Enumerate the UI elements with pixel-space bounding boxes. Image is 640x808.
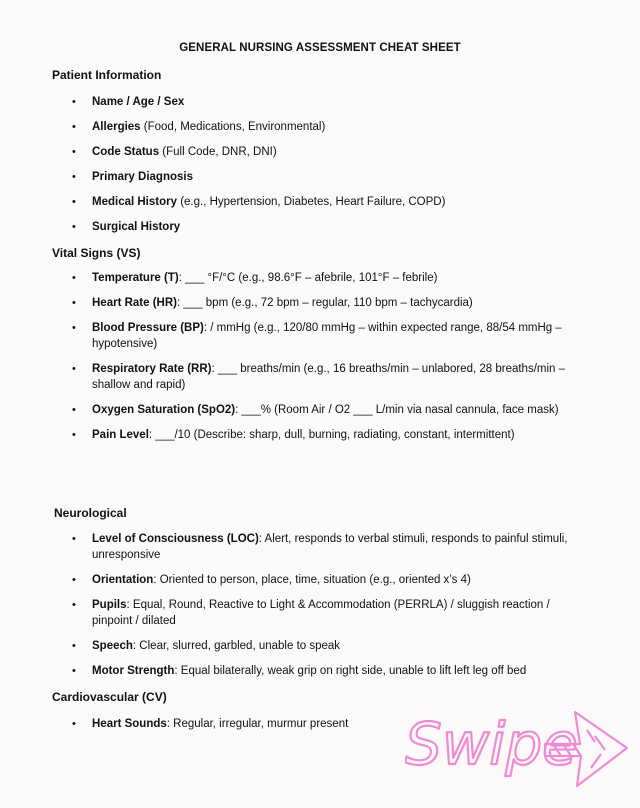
list-item [0,94,640,110]
heading-patient-information: Patient Information [52,68,162,82]
list-item [0,144,640,160]
item-text: (Food, Medications, Environmental) [140,121,326,133]
item-text: : Equal bilaterally, weak grip on right side, unable to lift left leg off bed [174,665,527,677]
item-label: Heart Rate (HR) [92,297,177,309]
item-text: : Equal, Round, Reactive to Light & Accommodation (PERRLA) / sluggish reaction / pinpoint / dilated [92,599,550,627]
list-item [0,427,640,443]
bullet-icon: • [72,146,76,158]
list-item [0,295,640,311]
bullet-icon: • [72,533,76,545]
list-item [0,169,640,185]
item-label: Blood Pressure (BP) [92,322,204,334]
item-text: (e.g., Hypertension, Diabetes, Heart Failure, COPD) [177,196,446,208]
item-text: : ___ breaths/min (e.g., 16 breaths/min – unlabored, 28 breaths/min – shallow and rapid) [92,363,566,391]
bullet-icon: • [72,599,76,611]
heading-vital-signs: Vital Signs (VS) [52,246,141,260]
item-label: Speech [92,640,133,652]
item-text: (Full Code, DNR, DNI) [159,146,277,158]
list-item [0,531,640,563]
heading-cardiovascular: Cardiovascular (CV) [52,690,167,704]
bullet-icon: • [72,121,76,133]
item-text: : Clear, slurred, garbled, unable to speak [132,640,341,652]
item-label: Primary Diagnosis [92,171,193,183]
list-item [0,597,640,629]
item-text: : ___ °F/°C (e.g., 98.6°F – afebrile, 101°F – febrile) [178,272,438,284]
item-text: : Oriented to person, place, time, situation (e.g., oriented x’s 4) [153,574,471,586]
bullet-icon: • [72,640,76,652]
swipe-text: Swipe [405,710,578,778]
bullet-icon: • [72,297,76,309]
list-item [0,663,640,679]
item-label: Allergies [92,121,141,133]
bullet-icon: • [72,665,76,677]
item-text: : ___% (Room Air / O2 ___ L/min via nasal cannula, face mask) [235,404,559,416]
bullet-icon: • [72,322,76,334]
item-label: Pain Level [92,429,149,441]
bullet-icon: • [72,171,76,183]
item-text: : Alert, responds to verbal stimuli, responds to painful stimuli, unresponsive [92,533,568,561]
item-label: Temperature (T) [92,272,179,284]
item-label: Heart Sounds [92,718,167,730]
item-text: : / mmHg (e.g., 120/80 mmHg – within expected range, 88/54 mmHg – hypotensive) [92,322,562,350]
list-item [0,219,640,235]
neurological-list [0,531,640,688]
bullet-icon: • [72,574,76,586]
item-label: Level of Consciousness (LOC) [92,533,259,545]
item-label: Orientation [92,574,154,586]
list-item [0,194,640,210]
item-label: Medical History [92,196,177,208]
bullet-icon: • [72,221,76,233]
bullet-icon: • [72,363,76,375]
item-label: Pupils [92,599,127,611]
item-label: Surgical History [92,221,181,233]
list-item [0,402,640,418]
bullet-icon: • [72,196,76,208]
list-item [0,320,640,352]
list-item [0,361,640,393]
page-title: GENERAL NURSING ASSESSMENT CHEAT SHEET [179,42,461,54]
list-item [0,119,640,135]
vital-signs-list [0,270,640,452]
item-label: Name / Age / Sex [92,96,185,108]
item-label: Oxygen Saturation (SpO2) [92,404,236,416]
item-label: Code Status [92,146,160,158]
bullet-icon: • [72,96,76,108]
bullet-icon: • [72,404,76,416]
item-label: Respiratory Rate (RR) [92,363,212,375]
list-item [0,638,640,654]
heading-neurological: Neurological [54,506,127,520]
bullet-icon: • [72,272,76,284]
bullet-icon: • [72,429,76,441]
patient-information-list [0,94,640,244]
item-text: : ___ bpm (e.g., 72 bpm – regular, 110 bpm – tachycardia) [177,297,473,309]
bullet-icon: • [72,718,76,730]
list-item [0,572,640,588]
swipe-sticker [405,690,635,800]
item-text: : ___/10 (Describe: sharp, dull, burning, radiating, constant, intermittent) [148,429,515,441]
item-text: : Regular, irregular, murmur present [166,718,349,730]
list-item [0,270,640,286]
item-label: Motor Strength [92,665,175,677]
